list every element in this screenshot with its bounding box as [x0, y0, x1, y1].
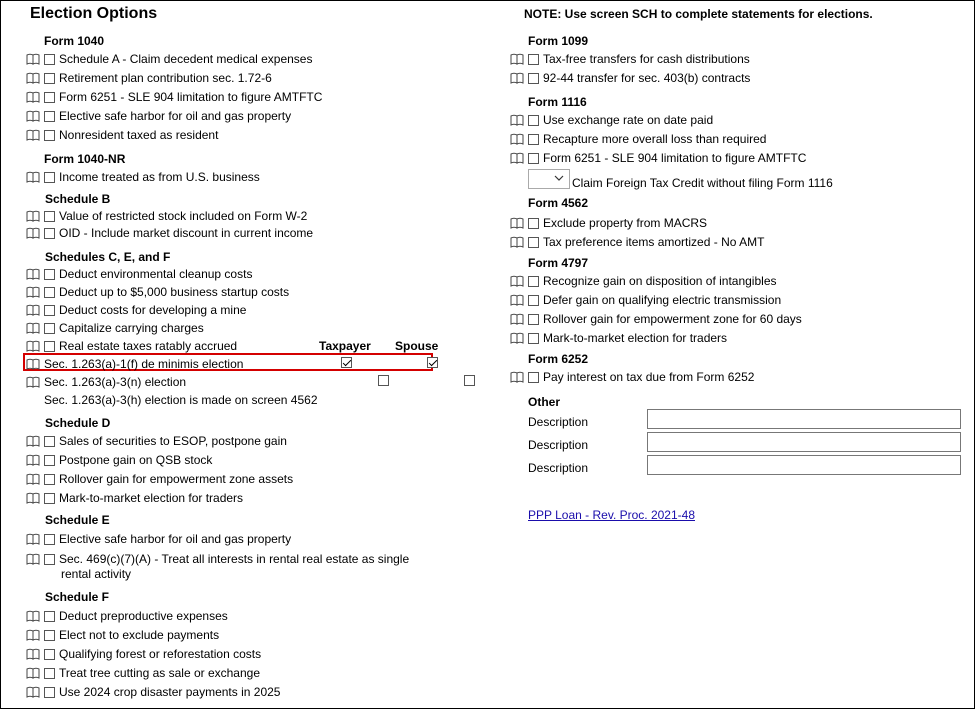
election-label: Elective safe harbor for oil and gas property: [59, 109, 292, 123]
book-icon[interactable]: [26, 454, 40, 466]
election-checkbox[interactable]: [44, 474, 55, 485]
election-row: [26, 433, 287, 449]
election-row: [26, 89, 322, 105]
election-row: [510, 292, 781, 308]
election-checkbox[interactable]: [44, 493, 55, 504]
book-icon[interactable]: [510, 236, 524, 248]
book-icon[interactable]: [26, 340, 40, 352]
book-icon[interactable]: [26, 376, 40, 388]
sec3n-taxpayer-checkbox[interactable]: [378, 375, 389, 386]
book-icon[interactable]: [510, 53, 524, 65]
election-row: [510, 234, 764, 250]
foreign-tax-credit-label: Claim Foreign Tax Credit without filing Form 1116: [572, 176, 833, 190]
book-icon[interactable]: [26, 667, 40, 679]
taxpayer-column-header: Taxpayer: [319, 339, 371, 353]
book-icon[interactable]: [26, 648, 40, 660]
deminimis-label: Sec. 1.263(a)-1(f) de minimis election: [44, 357, 244, 371]
description-input-3[interactable]: [647, 455, 961, 475]
book-icon[interactable]: [26, 473, 40, 485]
election-checkbox[interactable]: [528, 153, 539, 164]
election-label: Mark-to-market election for traders: [543, 331, 728, 345]
election-row: [510, 51, 750, 67]
election-row: [26, 127, 218, 143]
election-checkbox[interactable]: [44, 649, 55, 660]
election-label: Tax-free transfers for cash distributions: [543, 52, 750, 66]
election-checkbox[interactable]: [528, 333, 539, 344]
election-checkbox[interactable]: [528, 134, 539, 145]
deminimis-taxpayer-checkbox[interactable]: [341, 357, 352, 368]
election-checkbox[interactable]: [44, 73, 55, 84]
schedule-f-heading: Schedule F: [45, 590, 110, 604]
election-row: [26, 646, 261, 662]
election-label: Recapture more overall loss than required: [543, 132, 767, 146]
book-icon[interactable]: [510, 72, 524, 84]
book-icon[interactable]: [510, 294, 524, 306]
election-row: [26, 452, 212, 468]
foreign-tax-credit-select[interactable]: [528, 169, 570, 189]
election-row: [26, 320, 204, 336]
book-icon[interactable]: [26, 492, 40, 504]
election-row: [510, 369, 754, 385]
sec469-checkbox[interactable]: [44, 554, 55, 565]
election-checkbox[interactable]: [44, 228, 55, 239]
election-checkbox[interactable]: [44, 611, 55, 622]
election-row: [26, 266, 252, 282]
election-label: Nonresident taxed as resident: [59, 128, 219, 142]
sec3n-spouse-checkbox[interactable]: [464, 375, 475, 386]
election-checkbox[interactable]: [528, 54, 539, 65]
deminimis-spouse-checkbox[interactable]: [427, 357, 438, 368]
election-checkbox[interactable]: [528, 73, 539, 84]
election-checkbox[interactable]: [528, 115, 539, 126]
election-checkbox[interactable]: [44, 687, 55, 698]
ppp-loan-link[interactable]: PPP Loan - Rev. Proc. 2021-48: [528, 508, 695, 522]
election-label: Use 2024 crop disaster payments in 2025: [59, 685, 281, 699]
election-label: Schedule A - Claim decedent medical expenses: [59, 52, 313, 66]
election-label: Value of restricted stock included on Form W-2: [59, 209, 308, 223]
sec3n-row: [26, 374, 186, 390]
description-label: Description: [528, 415, 589, 429]
election-label: OID - Include market discount in current income: [59, 226, 314, 240]
election-checkbox[interactable]: [44, 287, 55, 298]
election-row: [510, 131, 766, 147]
spouse-column-header: Spouse: [395, 339, 439, 353]
election-row: [510, 70, 750, 86]
schedule-b-heading: Schedule B: [45, 192, 111, 206]
election-checkbox[interactable]: [44, 111, 55, 122]
book-icon[interactable]: [26, 322, 40, 334]
election-row: [26, 471, 293, 487]
election-label: Recognize gain on disposition of intangibles: [543, 274, 777, 288]
election-label: Postpone gain on QSB stock: [59, 453, 213, 467]
book-icon[interactable]: [26, 686, 40, 698]
election-row: [510, 273, 777, 289]
election-checkbox[interactable]: [528, 372, 539, 383]
election-checkbox[interactable]: [44, 668, 55, 679]
election-label: Treat tree cutting as sale or exchange: [59, 666, 260, 680]
election-label: Pay interest on tax due from Form 6252: [543, 370, 755, 384]
election-row: [26, 302, 246, 318]
book-icon[interactable]: [26, 91, 40, 103]
election-row: [26, 531, 291, 547]
book-icon[interactable]: [26, 358, 40, 370]
election-checkbox[interactable]: [44, 455, 55, 466]
schedule-e-heading: Schedule E: [45, 513, 110, 527]
election-checkbox[interactable]: [528, 295, 539, 306]
book-icon[interactable]: [510, 152, 524, 164]
election-checkbox[interactable]: [44, 92, 55, 103]
book-icon[interactable]: [26, 227, 40, 239]
election-row: [26, 284, 289, 300]
book-icon[interactable]: [26, 610, 40, 622]
form-1099-heading: Form 1099: [528, 34, 589, 48]
book-icon[interactable]: [26, 171, 40, 183]
election-label: Qualifying forest or reforestation costs: [59, 647, 262, 661]
form-1040nr-heading: Form 1040-NR: [44, 152, 126, 166]
election-label: Deduct environmental cleanup costs: [59, 267, 253, 281]
election-label: Income treated as from U.S. business: [59, 170, 260, 184]
election-row: [26, 490, 243, 506]
book-icon[interactable]: [26, 533, 40, 545]
election-row: [26, 208, 307, 224]
other-heading: Other: [528, 395, 561, 409]
book-icon[interactable]: [26, 304, 40, 316]
election-label: Rollover gain for empowerment zone assets: [59, 472, 294, 486]
election-checkbox[interactable]: [44, 534, 55, 545]
form-1116-heading: Form 1116: [528, 95, 587, 109]
election-row: [26, 169, 260, 185]
book-icon[interactable]: [26, 286, 40, 298]
form-1040-heading: Form 1040: [44, 34, 105, 48]
schedules-cef-heading: Schedules C, E, and F: [45, 250, 171, 264]
book-icon[interactable]: [510, 114, 524, 126]
election-label: Retirement plan contribution sec. 1.72-6: [59, 71, 272, 85]
election-label: Form 6251 - SLE 904 limitation to figure AMTFTC: [59, 90, 323, 104]
election-label: Form 6251 - SLE 904 limitation to figure AMTFTC: [543, 151, 807, 165]
form-6252-heading: Form 6252: [528, 352, 589, 366]
book-icon[interactable]: [26, 72, 40, 84]
description-label: Description: [528, 461, 589, 475]
election-label: Elect not to exclude payments: [59, 628, 220, 642]
book-icon[interactable]: [26, 553, 40, 565]
election-checkbox[interactable]: [44, 305, 55, 316]
election-label: Real estate taxes ratably accrued: [59, 339, 238, 353]
sec469-label-line2: rental activity: [61, 567, 132, 581]
election-row: [26, 338, 237, 354]
form-4797-heading: Form 4797: [528, 256, 589, 270]
description-input-2[interactable]: [647, 432, 961, 452]
election-checkbox[interactable]: [44, 436, 55, 447]
schedule-d-heading: Schedule D: [45, 416, 111, 430]
book-icon[interactable]: [26, 435, 40, 447]
description-label: Description: [528, 438, 589, 452]
election-label: Tax preference items amortized - No AMT: [543, 235, 765, 249]
sec3h-text: Sec. 1.263(a)-3(h) election is made on screen 4562: [44, 393, 318, 407]
book-icon[interactable]: [26, 268, 40, 280]
election-checkbox[interactable]: [44, 269, 55, 280]
election-row: [26, 70, 272, 86]
election-label: Mark-to-market election for traders: [59, 491, 244, 505]
election-label: Exclude property from MACRS: [543, 216, 708, 230]
election-label: Rollover gain for empowerment zone for 60 days: [543, 312, 802, 326]
election-row: [510, 150, 806, 166]
book-icon[interactable]: [510, 313, 524, 325]
election-label: Defer gain on qualifying electric transmission: [543, 293, 782, 307]
election-label: Deduct up to $5,000 business startup costs: [59, 285, 290, 299]
election-checkbox[interactable]: [44, 323, 55, 334]
election-checkbox[interactable]: [44, 211, 55, 222]
book-icon[interactable]: [26, 629, 40, 641]
election-row: [26, 51, 312, 67]
election-checkbox[interactable]: [44, 130, 55, 141]
election-row: [26, 684, 280, 700]
election-row: [510, 112, 713, 128]
election-row: [510, 215, 707, 231]
deminimis-row: [26, 356, 243, 372]
description-input-1[interactable]: [647, 409, 961, 429]
book-icon[interactable]: [510, 217, 524, 229]
election-label: Elective safe harbor for oil and gas property: [59, 532, 292, 546]
election-label: Deduct costs for developing a mine: [59, 303, 247, 317]
sec469-label-line1: Sec. 469(c)(7)(A) - Treat all interests in rental real estate as single: [59, 552, 410, 566]
book-icon[interactable]: [26, 53, 40, 65]
election-label: 92-44 transfer for sec. 403(b) contracts: [543, 71, 751, 85]
election-row: [26, 225, 313, 241]
book-icon[interactable]: [510, 371, 524, 383]
election-row: [510, 330, 727, 346]
chevron-down-icon: [554, 173, 564, 184]
election-checkbox[interactable]: [528, 218, 539, 229]
sec3n-label: Sec. 1.263(a)-3(n) election: [44, 375, 187, 389]
sec469-row: [26, 551, 409, 567]
election-label: Capitalize carrying charges: [59, 321, 204, 335]
note-text: NOTE: Use screen SCH to complete statements for elections.: [524, 7, 873, 21]
book-icon[interactable]: [510, 275, 524, 287]
election-checkbox[interactable]: [44, 630, 55, 641]
election-row: [510, 311, 802, 327]
election-row: [26, 665, 260, 681]
election-row: [26, 627, 219, 643]
election-label: Use exchange rate on date paid: [543, 113, 714, 127]
election-checkbox[interactable]: [44, 341, 55, 352]
page-title: Election Options: [30, 5, 158, 22]
election-checkbox[interactable]: [44, 54, 55, 65]
election-label: Sales of securities to ESOP, postpone gain: [59, 434, 287, 448]
election-checkbox[interactable]: [44, 172, 55, 183]
election-row: [26, 608, 228, 624]
election-label: Deduct preproductive expenses: [59, 609, 228, 623]
book-icon[interactable]: [510, 133, 524, 145]
election-checkbox[interactable]: [528, 276, 539, 287]
book-icon[interactable]: [26, 110, 40, 122]
book-icon[interactable]: [26, 129, 40, 141]
election-checkbox[interactable]: [528, 314, 539, 325]
form-4562-heading: Form 4562: [528, 196, 589, 210]
election-checkbox[interactable]: [528, 237, 539, 248]
book-icon[interactable]: [26, 210, 40, 222]
book-icon[interactable]: [510, 332, 524, 344]
election-row: [26, 108, 291, 124]
